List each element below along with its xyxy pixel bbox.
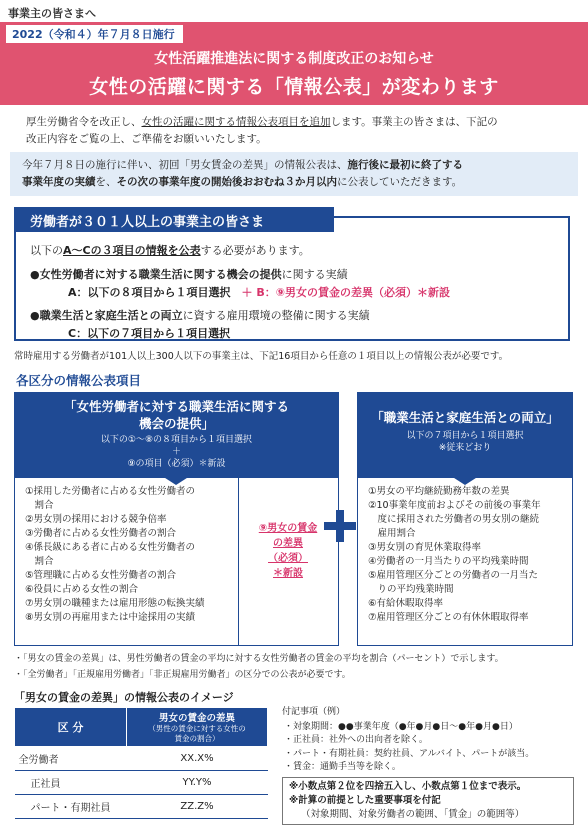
item-a-normal: に関する実績 <box>281 268 348 281</box>
remark-item: ・パート・有期社員：契約社員、アルバイト、パートが該当。 <box>284 748 535 759</box>
right-head-title: 「職業生活と家庭生活との両立」 <box>371 410 559 425</box>
box301-title: 労働者が３０１人以上の事業主の皆さま <box>14 207 334 232</box>
right-head-sub2: ※従来どおり <box>438 443 492 453</box>
list-item: ①男女の平均継続勤務年数の差異 <box>368 486 510 497</box>
list-item: 雇用割合 <box>368 528 416 539</box>
notice-text: に公表していただきます。 <box>337 176 463 188</box>
table-row <box>15 771 268 795</box>
list-item: 割合 <box>25 556 54 567</box>
wage-gap-line: ⑨男女の賃金 <box>258 523 318 534</box>
th-sub: 賃金の割合） <box>174 734 220 743</box>
box301-intro-text: 以下の <box>30 244 63 257</box>
item-c-bold: ●職業生活と家庭生活との両立 <box>30 309 183 322</box>
list-item: ④労働者の一月当たりの平均残業時間 <box>368 556 529 567</box>
remark-item: ・対象期間：●●事業年度（●年●月●日～●年●月●日） <box>284 721 518 732</box>
list-item: ②10事業年度前およびその前後の事業年 <box>368 500 541 511</box>
list-item: ⑥有給休暇取得率 <box>368 598 444 609</box>
remarks-heading: 付記事項（例） <box>282 707 346 717</box>
first-disclosure-notice <box>10 152 578 196</box>
th-main: 男女の賃金の差異 <box>158 713 235 724</box>
list-item: ③男女別の育児休業取得率 <box>368 542 482 553</box>
table-header-wage-gap <box>127 708 268 747</box>
wage-gap-line: （必須） <box>268 553 308 564</box>
left-items-list <box>14 476 239 646</box>
section-title: 各区分の情報公表項目 <box>16 373 142 388</box>
list-item: ①採用した労働者に占める女性労働者の <box>25 486 196 497</box>
item-c-normal: に資する雇用環境の整備に関する実績 <box>182 309 370 322</box>
calc-note: ※小数点第２位を四捨五入し、小数点第１位まで表示。 <box>289 781 527 792</box>
wage-gap-sample-table <box>14 707 268 819</box>
audience-label: 事業主の皆さまへ <box>8 7 96 20</box>
effective-date-tag: 2022（令和４）年７月８日施行 <box>6 25 183 43</box>
list-item: 度に採用された労働者の男女別の継続 <box>368 514 540 525</box>
notice-bold: 事業年度の実績 <box>22 176 96 188</box>
row-value: YY.Y% <box>127 771 268 795</box>
left-head-title1: 「女性労働者に対する職業生活に関する <box>63 399 289 414</box>
box301-intro-emph: A～Cの３項目の情報を公表 <box>63 244 201 257</box>
header-banner <box>0 22 588 105</box>
wage-gap-line: ＊新設 <box>273 568 303 579</box>
intro-text: 改正内容をご覧の上、ご準備をお願いいたします。 <box>26 133 267 145</box>
intro-paragraph <box>26 114 571 148</box>
list-item: ⑤管理職に占める女性労働者の割合 <box>25 570 177 581</box>
wage-gap-required-item <box>238 476 339 646</box>
intro-text: します。事業主の皆さまは、下記の <box>330 116 498 128</box>
list-item: ②男女別の採用における競争倍率 <box>25 514 167 525</box>
table-row <box>15 795 268 819</box>
right-items-list <box>357 476 573 646</box>
left-head-title2: 機会の提供」 <box>138 416 214 431</box>
table-header-category: 区 分 <box>15 708 127 747</box>
box301-intro <box>30 242 310 258</box>
left-head-sub1: 以下の①～⑧の８項目から１項目選択 <box>100 435 253 445</box>
note-line: ・「全労働者」「正規雇用労働者」「非正規雇用労働者」の区分での公表が必要です。 <box>14 670 351 680</box>
row-label: パート・有期社員 <box>15 795 127 819</box>
calc-note-sub: （対象期間、対象労働者の範囲、「賃金」の範囲等） <box>301 809 525 820</box>
list-item: りの平均残業時間 <box>368 584 454 595</box>
banner-title: 女性の活躍に関する「情報公表」が変わります <box>89 76 499 98</box>
item-c-heading <box>30 307 370 323</box>
list-item: ⑧男女別の再雇用または中途採用の実績 <box>25 612 196 623</box>
table-row <box>15 747 268 771</box>
th-sub: （男性の賃金に対する女性の <box>148 724 246 733</box>
right-head-sub1: 以下の７項目から１項目選択 <box>406 431 524 441</box>
notice-text: 今年７月８日の施行に伴い、初回「男女賃金の差異」の情報公表は、 <box>22 159 348 171</box>
wage-gap-notes <box>14 651 504 683</box>
calc-note: ※計算の前提とした重要事項を付記 <box>289 795 441 806</box>
list-item: ⑤雇用管理区分ごとの労働者の一月当た <box>368 570 539 581</box>
item-a-heading <box>30 266 348 282</box>
intro-underlined: 女性の活躍に関する情報公表項目を追加 <box>141 116 331 128</box>
list-item: ⑥役員に占める女性の割合 <box>25 584 139 595</box>
right-category-header <box>357 392 573 478</box>
row-value: XX.X% <box>127 747 268 771</box>
row-value: ZZ.Z% <box>127 795 268 819</box>
left-head-sub2: ＋ <box>171 447 181 457</box>
notice-bold: その次の事業年度の開始後おおむね３か月以内 <box>116 176 337 188</box>
remark-item: ・正社員：社外への出向者を除く。 <box>284 735 428 745</box>
list-item: 割合 <box>25 500 54 511</box>
list-item: ⑦雇用管理区分ごとの有休休暇取得率 <box>368 612 529 623</box>
row-label: 正社員 <box>15 771 127 795</box>
item-a-selection <box>68 284 450 300</box>
supplementary-remarks <box>282 706 534 775</box>
item-b-required: ＋ B：⑨男女の賃金の差異（必須）＊新設 <box>241 286 451 299</box>
intro-text: 厚生労働省令を改正し、 <box>26 116 142 128</box>
notice-text: を、 <box>95 176 117 188</box>
disclosure-image-title: 「男女の賃金の差異」の情報公表のイメージ <box>14 691 234 704</box>
left-head-sub3: ⑨の項目（必須）＊新設 <box>127 459 226 469</box>
row-label: 全労働者 <box>15 747 127 771</box>
footnote-101-300: 常時雇用する労働者が101人以上300人以下の事業主は、下記16項目から任意の１項目以上の情報公表が必要です。 <box>14 351 509 362</box>
remark-item: ・賃金：通勤手当等を除く。 <box>284 762 401 772</box>
left-category-header <box>14 392 339 478</box>
list-item: ⑦男女別の職種または雇用形態の転換実績 <box>25 598 205 609</box>
box301-intro-text: する必要があります。 <box>200 244 310 257</box>
plus-icon <box>324 510 356 542</box>
item-a-bold: ●女性労働者に対する職業生活に関する機会の提供 <box>30 268 282 281</box>
notice-bold: 施行後に最初に終了する <box>347 159 463 171</box>
item-a-select-text: A：以下の８項目から１項目選択 <box>68 286 231 299</box>
note-line: ・「男女の賃金の差異」は、男性労働者の賃金の平均に対する女性労働者の賃金の平均を割合（パーセント）で示します。 <box>14 654 504 664</box>
employers-301-box <box>14 216 570 341</box>
banner-subtitle: 女性活躍推進法に関する制度改正のお知らせ <box>154 51 434 67</box>
list-item: ③労働者に占める女性労働者の割合 <box>25 528 177 539</box>
calculation-note-box <box>282 777 574 825</box>
list-item: ④係長級にある者に占める女性労働者の <box>25 542 196 553</box>
item-c-selection: C：以下の７項目から１項目選択 <box>68 327 231 340</box>
wage-gap-line: の差異 <box>273 538 303 549</box>
